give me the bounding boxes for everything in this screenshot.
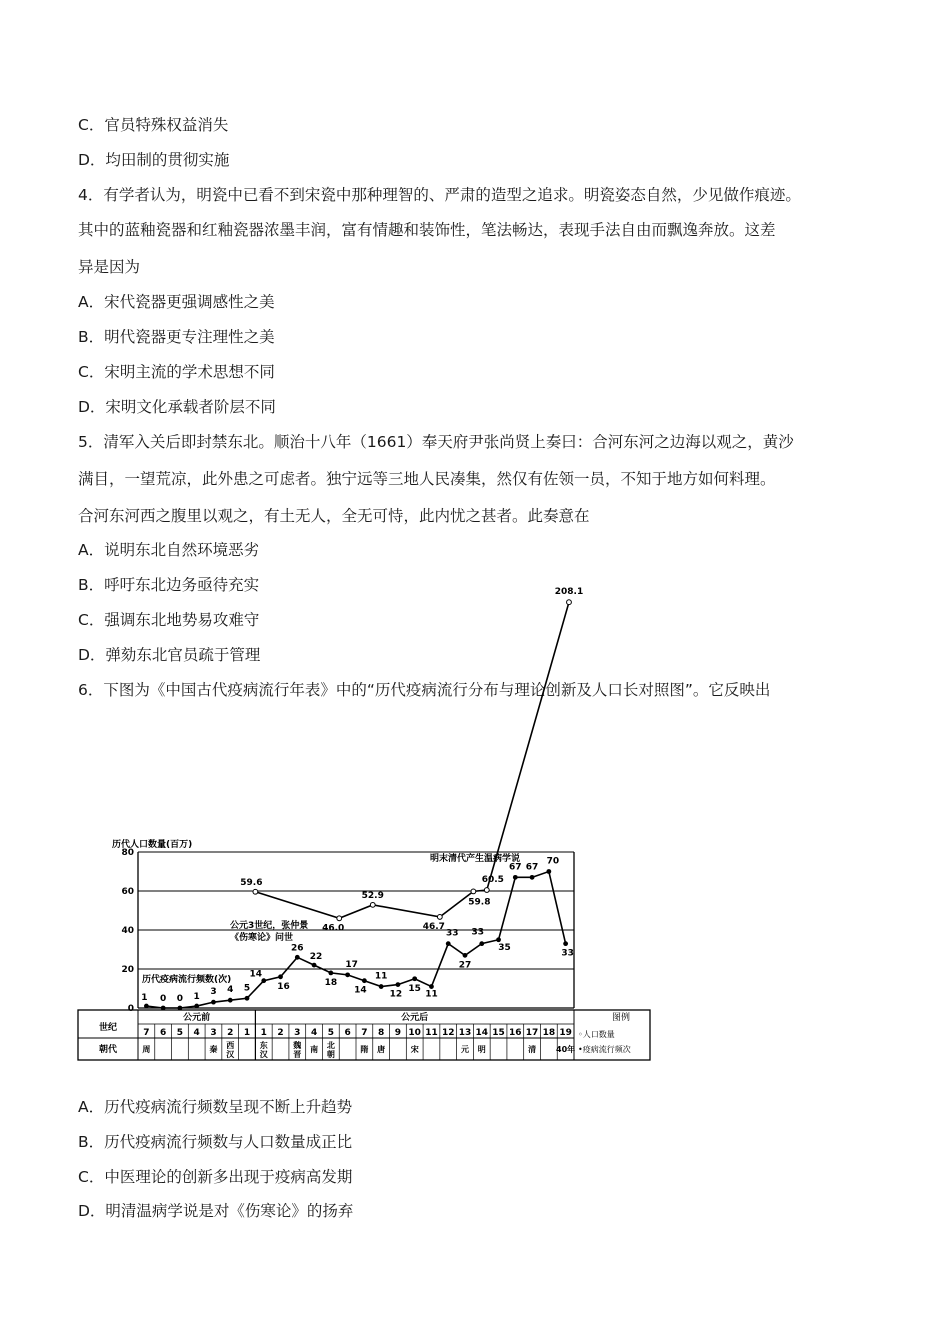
population-point	[253, 889, 258, 894]
frequency-label: 5	[243, 983, 251, 994]
y-tick-label: 80	[121, 848, 134, 858]
population-label: 59.8	[468, 897, 491, 908]
frequency-label: 0	[176, 994, 184, 1004]
population-label: 46.0	[322, 923, 345, 934]
q5-stem-line-1: 5．清军入关后即封禁东北。顺治十八年（1661）奉天府尹张尚贤上奏曰：合河东河之边海以观之，黄沙	[78, 433, 794, 451]
frequency-point	[530, 875, 535, 880]
population-point	[437, 915, 442, 920]
zhang-annotation-line-2: 《伤寒论》问世	[230, 933, 294, 943]
q4-stem-line-2: 其中的蓝釉瓷器和红釉瓷器浓墨丰润，富有情趣和装饰性，笔法畅达，表现手法自由而飘逸奔放。这差	[78, 221, 776, 239]
frequency-label: 15	[408, 983, 421, 994]
frequency-point	[144, 1004, 149, 1009]
q6-option-c: C．中医理论的创新多出现于疫病高发期	[78, 1168, 353, 1186]
q4-option-c: C．宋明主流的学术思想不同	[78, 363, 275, 381]
frequency-point	[295, 955, 300, 960]
frequency-label: 18	[324, 977, 338, 988]
legend-title: 图例	[611, 1013, 631, 1023]
y-tick-label: 60	[121, 887, 134, 897]
frequency-label: 33	[471, 927, 485, 938]
century-cell: 18	[542, 1028, 556, 1038]
frequency-point	[563, 941, 568, 946]
population-point	[484, 888, 489, 893]
frequency-label: 70	[546, 856, 560, 867]
century-cell: 3	[294, 1028, 301, 1038]
century-cell: 16	[509, 1028, 522, 1038]
population-label: 59.6	[240, 877, 263, 888]
frequency-series-label: 历代疫病流行频数(次)	[142, 975, 232, 985]
legend-population: ◦人口数量	[578, 1030, 615, 1039]
frequency-label: 3	[210, 987, 217, 998]
century-cell: 5	[327, 1028, 334, 1038]
q3-option-d: D．均田制的贯彻实施	[78, 151, 230, 169]
dynasty-cell: 明	[477, 1045, 486, 1054]
dynasty-cell: 周	[142, 1045, 151, 1054]
frequency-label: 4	[227, 985, 234, 996]
frequency-point	[513, 875, 518, 880]
frequency-label: 14	[354, 985, 367, 996]
table-dynasty-header: 朝代	[98, 1045, 118, 1055]
century-cell: 8	[378, 1028, 385, 1038]
frequency-point	[328, 971, 333, 976]
century-cell: 12	[441, 1028, 455, 1038]
y-tick-label: 0	[127, 1004, 134, 1014]
population-line	[255, 602, 569, 918]
population-label: 52.9	[361, 890, 384, 901]
frequency-label: 27	[458, 960, 472, 971]
frequency-label: 14	[249, 969, 263, 980]
q5-option-b: B．呼吁东北边务亟待充实	[78, 576, 260, 594]
dynasty-cell-top: 西	[226, 1041, 235, 1050]
chart-title: 历代人口数量(百万)	[112, 840, 193, 850]
century-cell: 13	[458, 1028, 472, 1038]
frequency-point	[211, 1000, 216, 1005]
frequency-point	[412, 976, 417, 981]
dynasty-cell: 秦	[209, 1045, 218, 1054]
century-cell: 6	[344, 1028, 351, 1038]
frequency-label: 33	[561, 948, 574, 959]
frequency-point	[194, 1004, 199, 1009]
frequency-label: 11	[374, 971, 388, 982]
frequency-label: 35	[498, 942, 511, 953]
population-point	[370, 902, 375, 907]
population-point	[567, 600, 572, 605]
frequency-label: 11	[425, 989, 438, 1000]
century-cell: 7	[361, 1028, 368, 1038]
frequency-label: 67	[525, 862, 539, 873]
dynasty-cell: 宋	[410, 1045, 419, 1054]
frequency-point	[479, 941, 484, 946]
q3-option-c: C．官员特殊权益消失	[78, 116, 229, 134]
dynasty-cell-top: 东	[259, 1041, 268, 1050]
century-cell: 3	[210, 1028, 217, 1038]
frequency-point	[396, 982, 401, 987]
population-label: 46.7	[422, 921, 445, 932]
century-cell: 17	[525, 1028, 539, 1038]
frequency-point	[379, 984, 384, 989]
frequency-point	[312, 963, 317, 968]
century-cell: 19	[559, 1028, 572, 1038]
century-cell: 7	[143, 1028, 150, 1038]
q6-option-a: A．历代疫病流行频数呈现不断上升趋势	[78, 1098, 353, 1116]
frequency-point	[245, 996, 250, 1001]
century-cell: 1	[260, 1028, 267, 1038]
century-cell: 1	[243, 1028, 251, 1038]
frequency-point	[278, 974, 283, 979]
century-cell: 4	[193, 1028, 200, 1038]
q6-stem: 6．下图为《中国古代疫病流行年表》中的“历代疫病流行分布与理论创新及人口长对照图”。它反映出	[78, 681, 771, 699]
y-tick-label: 40	[121, 926, 134, 936]
dynasty-cell: 清	[528, 1045, 537, 1054]
q4-option-a: A．宋代瓷器更强调感性之美	[78, 293, 275, 311]
century-cell: 2	[227, 1028, 234, 1038]
dynasty-cell: 唐	[377, 1045, 386, 1054]
population-label: 60.5	[481, 875, 504, 886]
y-tick-label: 20	[121, 965, 134, 975]
ad-era-label: 公元后	[401, 1013, 429, 1023]
frequency-label: 33	[445, 928, 459, 939]
frequency-label: 0	[160, 994, 167, 1004]
q4-option-b: B．明代瓷器更专注理性之美	[78, 328, 275, 346]
century-cell: 11	[425, 1028, 438, 1038]
population-point	[337, 916, 342, 921]
q4-stem-line-3: 异是因为	[78, 258, 141, 276]
frequency-point	[228, 998, 233, 1003]
frequency-point	[362, 978, 367, 983]
dynasty-cell: 南	[310, 1045, 319, 1054]
legend-frequency: •疫病流行频次	[578, 1045, 631, 1054]
q5-option-d: D．弹劾东北官员疏于管理	[78, 646, 261, 664]
frequency-label: 1	[141, 993, 148, 1004]
century-cell: 5	[176, 1028, 184, 1038]
century-cell: 6	[160, 1028, 167, 1038]
frequency-label: 22	[309, 952, 323, 963]
frequency-point	[261, 978, 266, 983]
population-point	[471, 889, 476, 894]
q6-option-d: D．明清温病学说是对《伤寒论》的扬弃	[78, 1202, 354, 1220]
dynasty-cell-bottom: 汉	[226, 1050, 235, 1059]
century-cell: 9	[394, 1028, 402, 1038]
century-cell: 15	[492, 1028, 505, 1038]
dynasty-cell: 隋	[360, 1045, 369, 1054]
frequency-point	[429, 984, 434, 989]
bc-era-label: 公元前	[183, 1013, 211, 1023]
q5-stem-line-3: 合河东河西之腹里以观之，有土无人，全无可恃，此内忧之甚者。此奏意在	[78, 507, 590, 525]
frequency-point	[446, 941, 451, 946]
frequency-label: 12	[389, 989, 403, 1000]
frequency-label: 17	[345, 959, 358, 970]
century-cell: 2	[277, 1028, 284, 1038]
frequency-point	[546, 869, 551, 874]
frequency-label: 26	[291, 943, 304, 954]
dynasty-cell-bottom: 汉	[259, 1050, 268, 1059]
dynasty-cell-bottom: 晋	[293, 1050, 302, 1059]
century-cell: 4	[310, 1028, 318, 1038]
q6-option-b: B．历代疫病流行频数与人口数量成正比	[78, 1133, 353, 1151]
wenbing-annotation: 明末清代产生温病学说	[430, 854, 521, 864]
century-cell: 10	[408, 1028, 421, 1038]
frequency-point	[496, 937, 501, 942]
table-century-header: 世纪	[98, 1023, 118, 1033]
dynasty-cell-top: 魏	[293, 1041, 302, 1050]
q4-stem-line-1: 4．有学者认为，明瓷中已看不到宋瓷中那种理智的、严肃的造型之追求。明瓷姿态自然，少见做作痕迹。	[78, 186, 801, 204]
q5-option-c: C．强调东北地势易攻难守	[78, 611, 260, 629]
zhang-annotation-line-1: 公元3世纪，张仲景	[230, 921, 309, 931]
dynasty-cell-bottom: 朝	[326, 1050, 335, 1059]
q5-option-a: A．说明东北自然环境恶劣	[78, 541, 260, 559]
population-label: 208.1	[554, 587, 584, 598]
frequency-label: 16	[277, 981, 290, 992]
frequency-point	[463, 953, 468, 958]
dynasty-cell-top: 北	[326, 1041, 335, 1050]
century-cell: 14	[475, 1028, 489, 1038]
q5-stem-line-2: 满目，一望荒凉，此外患之可虑者。独宁远等三地人民凑集，然仅有佐领一员，不知于地方如何料理。	[78, 470, 776, 488]
frequency-label: 67	[509, 862, 522, 873]
dynasty-cell: 40年	[556, 1045, 576, 1054]
frequency-point	[345, 972, 350, 977]
q4-option-d: D．宋明文化承载者阶层不同	[78, 398, 276, 416]
dynasty-cell: 元	[461, 1045, 469, 1054]
frequency-label: 1	[193, 992, 200, 1003]
